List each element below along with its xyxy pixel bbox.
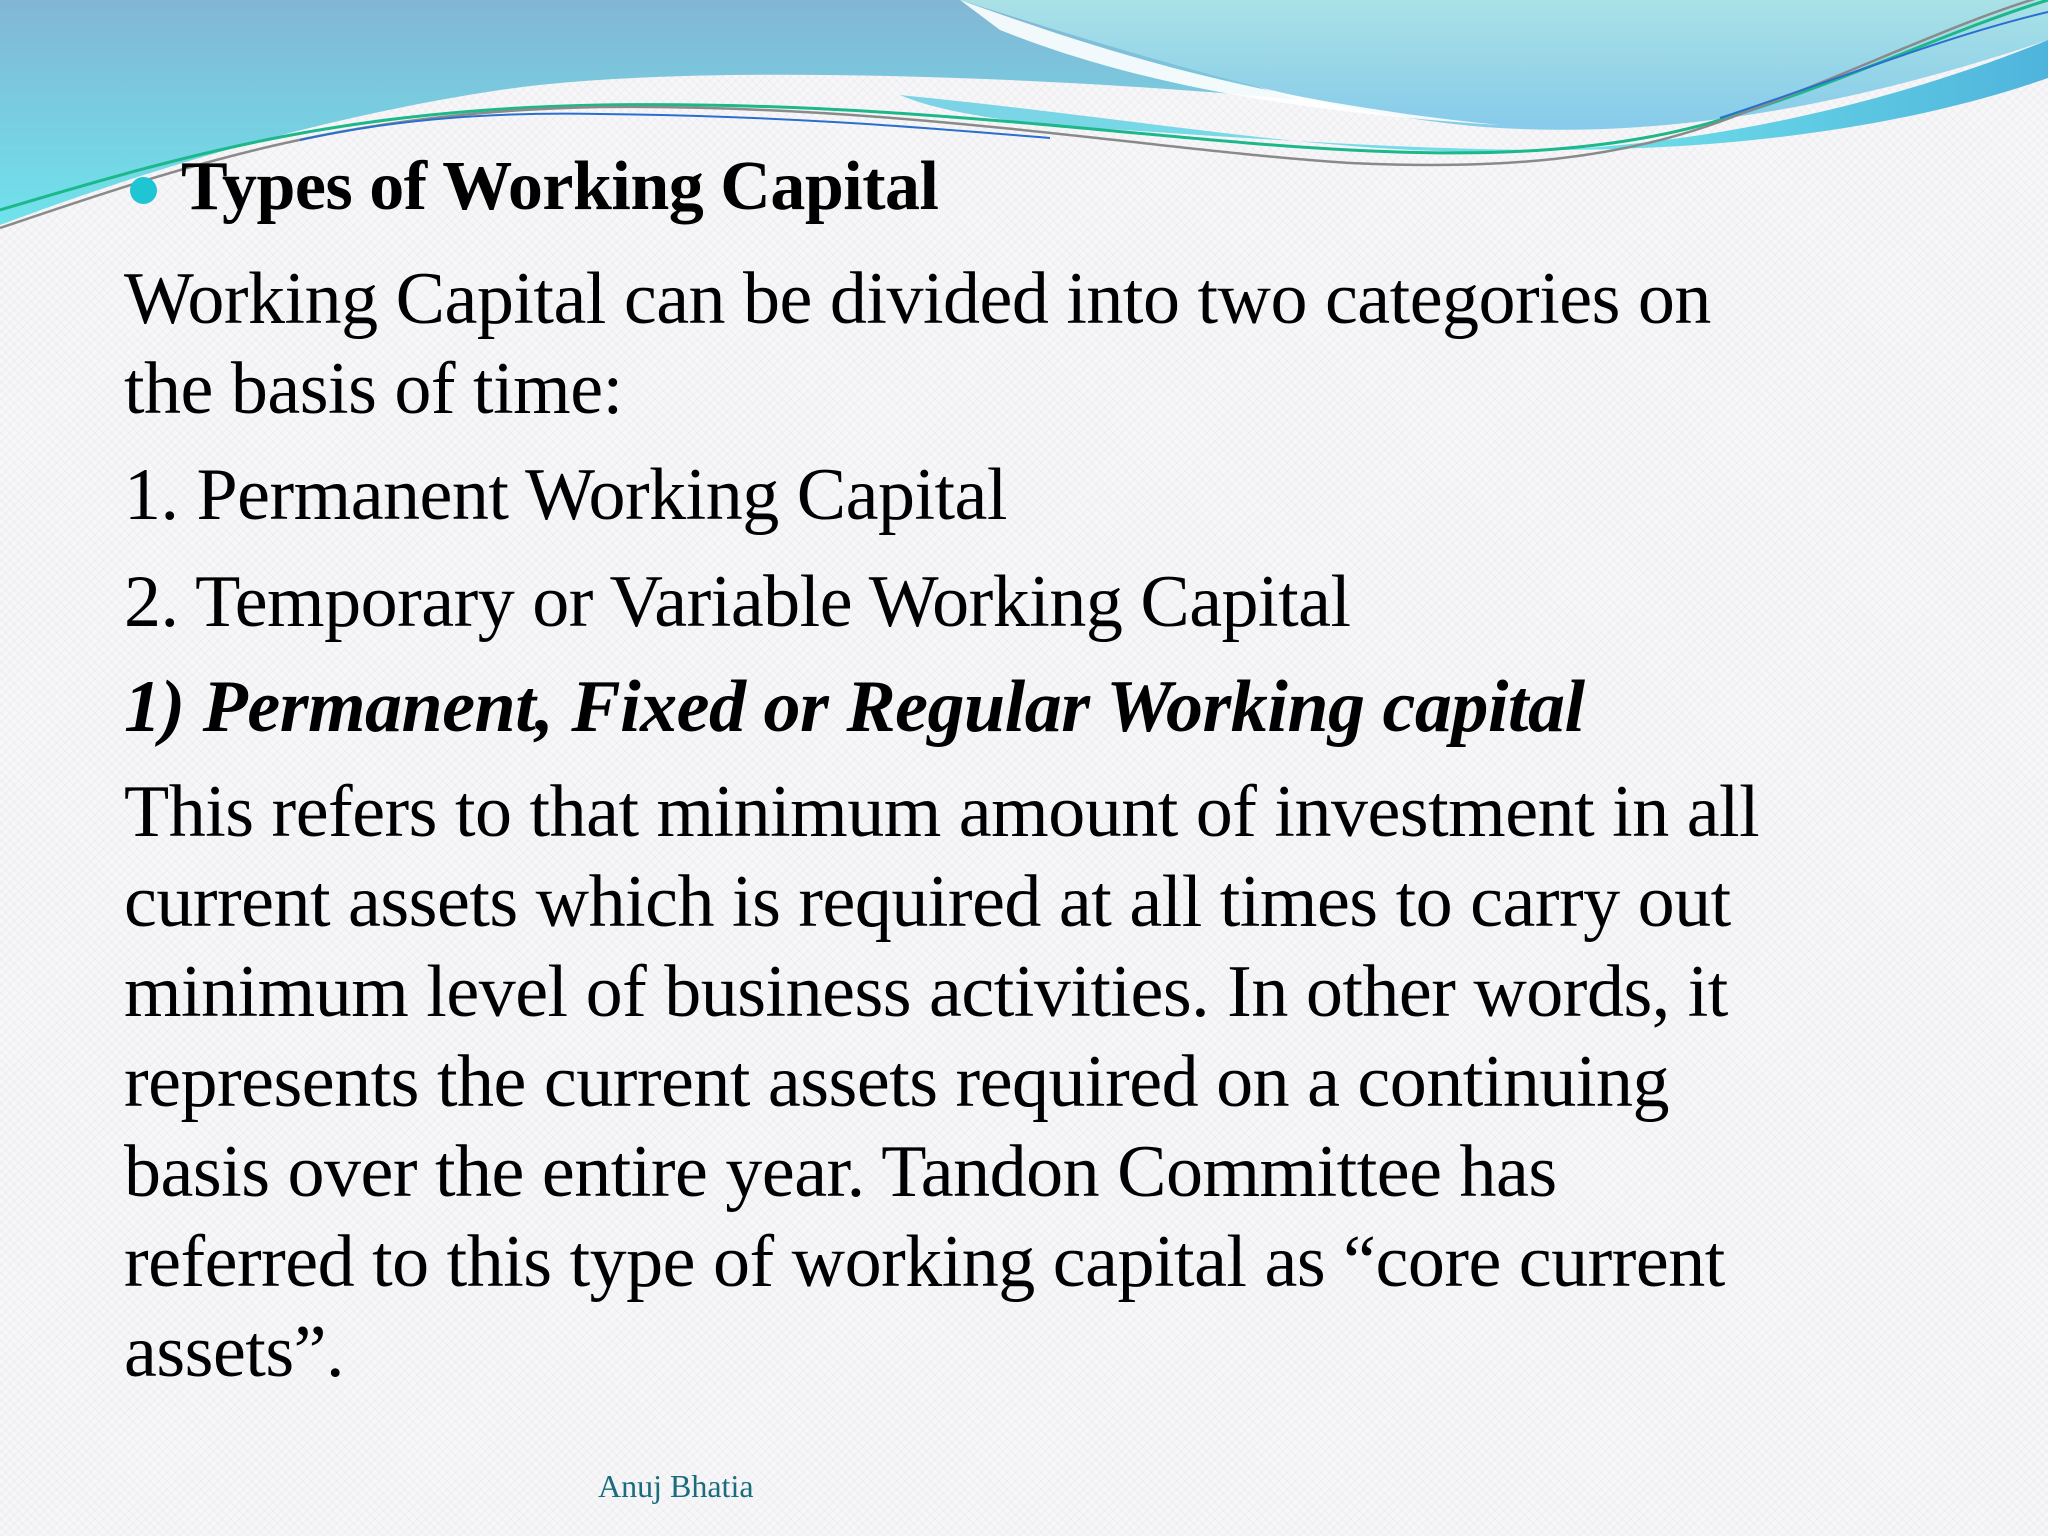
- slide-title: Types of Working Capital: [181, 148, 939, 225]
- paragraph-line: represents the current assets required on a continuing: [124, 1041, 1669, 1123]
- intro-line: Working Capital can be divided into two categories on: [124, 258, 1711, 340]
- paragraph-line: This refers to that minimum amount of investment in all: [124, 771, 1760, 853]
- list-item-temporary: 2. Temporary or Variable Working Capital: [124, 561, 1351, 643]
- subheading: 1) Permanent, Fixed or Regular Working capital: [124, 666, 1585, 748]
- paragraph-line: assets”.: [124, 1311, 344, 1393]
- bullet-icon: [130, 177, 157, 204]
- slide-title-row: [130, 148, 939, 225]
- paragraph-line: minimum level of business activities. In other words, it: [124, 951, 1728, 1033]
- paragraph-line: referred to this type of working capital as “core current: [124, 1221, 1725, 1303]
- intro-line: the basis of time:: [124, 348, 623, 430]
- paragraph-line: basis over the entire year. Tandon Committee has: [124, 1131, 1557, 1213]
- paragraph-line: current assets which is required at all times to carry out: [124, 861, 1731, 943]
- footer-author: Anuj Bhatia: [598, 1468, 754, 1504]
- list-item-permanent: 1. Permanent Working Capital: [124, 454, 1007, 536]
